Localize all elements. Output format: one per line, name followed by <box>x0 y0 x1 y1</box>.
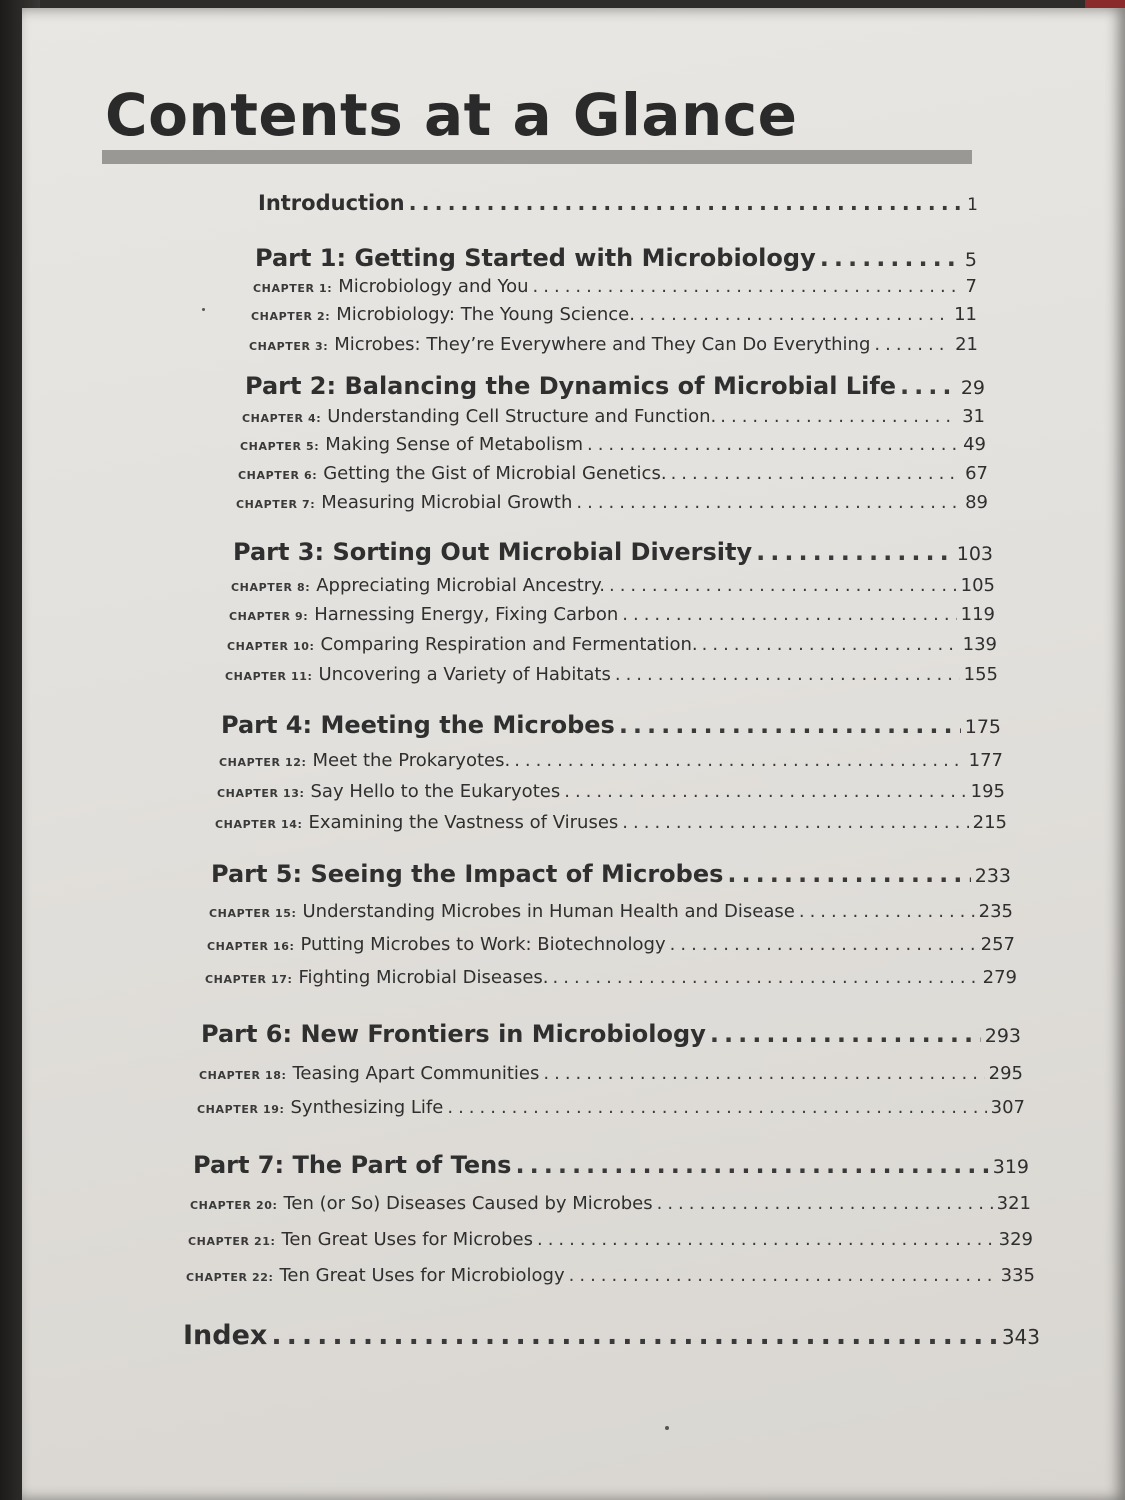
toc-chapter-16 <box>207 934 1015 955</box>
leader-dots <box>900 372 957 400</box>
toc-page-number: 1 <box>967 195 978 215</box>
leader-dots <box>657 1193 993 1214</box>
book-page <box>22 8 1125 1500</box>
toc-part-label: Part 1: Getting Started with Microbiology <box>255 244 816 272</box>
toc-chapter-label: Microbiology: The Young Science. <box>336 304 635 325</box>
toc-chapter-label: Ten (or So) Diseases Caused by Microbes <box>283 1193 653 1214</box>
leader-dots <box>609 575 957 596</box>
chapter-tag: CHAPTER 22: <box>186 1271 274 1284</box>
leader-dots <box>576 492 961 513</box>
leader-dots <box>615 664 960 685</box>
leader-dots <box>874 334 951 355</box>
toc-entry-label: Index <box>183 1320 268 1351</box>
chapter-tag: CHAPTER 12: <box>219 756 307 769</box>
toc-page-number: 67 <box>965 463 988 484</box>
toc-page-number: 7 <box>965 276 977 297</box>
toc-page-number: 177 <box>968 750 1003 771</box>
toc-page-number: 233 <box>974 865 1011 887</box>
leader-dots <box>799 901 975 922</box>
chapter-tag: CHAPTER 3: <box>249 340 329 353</box>
toc-chapter-label: Say Hello to the Eukaryotes <box>310 781 561 802</box>
toc-entry-introduction <box>258 191 978 215</box>
toc-page-number: 29 <box>960 377 985 399</box>
toc-chapter-label: Understanding Microbes in Human Health and Disease <box>302 901 795 922</box>
page-speck <box>202 308 205 311</box>
leader-dots <box>514 750 964 771</box>
toc-page-number: 139 <box>962 634 997 655</box>
toc-chapter-17 <box>205 967 1017 988</box>
toc-chapter-label: Fighting Microbial Diseases. <box>298 967 549 988</box>
leader-dots <box>727 860 970 888</box>
page-title: Contents at a Glance <box>105 81 798 149</box>
chapter-tag: CHAPTER 4: <box>242 412 322 425</box>
toc-chapter-label: Uncovering a Variety of Habitats <box>318 664 611 685</box>
leader-dots <box>553 967 979 988</box>
leader-dots <box>702 634 959 655</box>
toc-chapter-label: Comparing Respiration and Fermentation. <box>320 634 698 655</box>
toc-chapter-7 <box>236 492 988 513</box>
toc-chapter-21 <box>188 1229 1033 1250</box>
toc-page-number: 293 <box>984 1025 1021 1047</box>
leader-dots <box>710 1020 981 1048</box>
toc-chapter-14 <box>215 812 1007 833</box>
toc-entry-label: Introduction <box>258 191 405 215</box>
toc-chapter-label: Harnessing Energy, Fixing Carbon <box>314 604 619 625</box>
toc-chapter-label: Measuring Microbial Growth <box>321 492 573 513</box>
toc-chapter-label: Microbes: They’re Everywhere and They Can Do Everything <box>334 334 871 355</box>
toc-chapter-8 <box>231 575 995 596</box>
toc-chapter-2 <box>251 304 977 325</box>
leader-dots <box>447 1097 986 1118</box>
toc-part-6 <box>201 1020 1021 1048</box>
chapter-tag: CHAPTER 20: <box>190 1199 278 1212</box>
chapter-tag: CHAPTER 9: <box>229 610 309 623</box>
toc-part-label: Part 6: New Frontiers in Microbiology <box>201 1020 706 1048</box>
chapter-tag: CHAPTER 10: <box>227 640 315 653</box>
toc-chapter-22 <box>186 1265 1035 1286</box>
toc-chapter-19 <box>197 1097 1025 1118</box>
page-speck <box>665 1426 669 1430</box>
leader-dots <box>756 538 953 566</box>
toc-chapter-13 <box>217 781 1005 802</box>
chapter-tag: CHAPTER 5: <box>240 440 320 453</box>
toc-chapter-label: Appreciating Microbial Ancestry. <box>316 575 605 596</box>
chapter-tag: CHAPTER 21: <box>188 1235 276 1248</box>
toc-page-number: 175 <box>964 716 1001 738</box>
toc-chapter-12 <box>219 750 1003 771</box>
toc-page-number: 329 <box>998 1229 1033 1250</box>
toc-part-label: Part 7: The Part of Tens <box>193 1151 512 1179</box>
toc-part-label: Part 4: Meeting the Microbes <box>221 711 615 739</box>
leader-dots <box>720 406 958 427</box>
toc-page-number: 335 <box>1000 1265 1035 1286</box>
chapter-tag: CHAPTER 13: <box>217 787 305 800</box>
toc-page-number: 195 <box>970 781 1005 802</box>
toc-chapter-18 <box>199 1063 1023 1084</box>
toc-chapter-label: Getting the Gist of Microbial Genetics. <box>323 463 667 484</box>
leader-dots <box>587 434 959 455</box>
chapter-tag: CHAPTER 7: <box>236 498 316 511</box>
leader-dots <box>619 711 961 739</box>
toc-part-label: Part 2: Balancing the Dynamics of Microbial Life <box>245 372 897 400</box>
leader-dots <box>671 463 962 484</box>
leader-dots <box>670 934 977 955</box>
toc-chapter-label: Putting Microbes to Work: Biotechnology <box>300 934 666 955</box>
leader-dots <box>622 604 956 625</box>
toc-page-number: 49 <box>963 434 986 455</box>
chapter-tag: CHAPTER 1: <box>253 282 333 295</box>
toc-page-number: 295 <box>988 1063 1023 1084</box>
toc-chapter-15 <box>209 901 1013 922</box>
table-of-contents <box>22 8 1125 1500</box>
toc-chapter-label: Examining the Vastness of Viruses <box>308 812 619 833</box>
toc-page-number: 5 <box>964 249 977 271</box>
leader-dots <box>533 276 962 297</box>
toc-chapter-label: Synthesizing Life <box>290 1097 444 1118</box>
leader-dots <box>271 1320 997 1351</box>
toc-page-number: 119 <box>960 604 995 625</box>
toc-chapter-label: Making Sense of Metabolism <box>325 434 583 455</box>
toc-chapter-11 <box>225 664 998 685</box>
toc-page-number: 343 <box>1001 1325 1040 1349</box>
toc-part-label: Part 5: Seeing the Impact of Microbes <box>211 860 724 888</box>
toc-chapter-3 <box>249 334 978 355</box>
chapter-tag: CHAPTER 14: <box>215 818 303 831</box>
chapter-tag: CHAPTER 2: <box>251 310 331 323</box>
chapter-tag: CHAPTER 6: <box>238 469 318 482</box>
chapter-tag: CHAPTER 18: <box>199 1069 287 1082</box>
toc-chapter-4 <box>242 406 985 427</box>
leader-dots <box>569 1265 997 1286</box>
toc-part-2 <box>245 372 985 400</box>
leader-dots <box>543 1063 984 1084</box>
toc-chapter-6 <box>238 463 988 484</box>
toc-chapter-10 <box>227 634 997 655</box>
toc-page-number: 215 <box>972 812 1007 833</box>
toc-part-7 <box>193 1151 1029 1179</box>
toc-part-4 <box>221 711 1001 739</box>
leader-dots <box>622 812 968 833</box>
toc-page-number: 307 <box>990 1097 1025 1118</box>
toc-page-number: 11 <box>954 304 977 325</box>
chapter-tag: CHAPTER 8: <box>231 581 311 594</box>
toc-page-number: 257 <box>980 934 1015 955</box>
toc-page-number: 89 <box>965 492 988 513</box>
chapter-tag: CHAPTER 15: <box>209 907 297 920</box>
toc-page-number: 31 <box>962 406 985 427</box>
toc-chapter-label: Microbiology and You <box>338 276 529 297</box>
leader-dots <box>515 1151 988 1179</box>
leader-dots <box>537 1229 995 1250</box>
toc-part-label: Part 3: Sorting Out Microbial Diversity <box>233 538 753 566</box>
toc-chapter-label: Ten Great Uses for Microbiology <box>279 1265 565 1286</box>
chapter-tag: CHAPTER 19: <box>197 1103 285 1116</box>
toc-page-number: 319 <box>992 1156 1029 1178</box>
toc-page-number: 155 <box>963 664 998 685</box>
toc-part-5 <box>211 860 1011 888</box>
chapter-tag: CHAPTER 17: <box>205 973 293 986</box>
leader-dots <box>409 191 964 215</box>
toc-chapter-1 <box>253 276 977 297</box>
toc-entry-index <box>183 1320 1040 1351</box>
toc-page-number: 105 <box>960 575 995 596</box>
leader-dots <box>820 244 961 272</box>
toc-chapter-label: Meet the Prokaryotes. <box>312 750 511 771</box>
toc-page-number: 103 <box>956 543 993 565</box>
toc-chapter-label: Teasing Apart Communities <box>292 1063 540 1084</box>
toc-part-3 <box>233 538 993 566</box>
toc-part-1 <box>255 244 977 272</box>
leader-dots <box>639 304 950 325</box>
leader-dots <box>564 781 966 802</box>
toc-chapter-9 <box>229 604 995 625</box>
toc-chapter-5 <box>240 434 986 455</box>
toc-chapter-20 <box>190 1193 1031 1214</box>
toc-page-number: 321 <box>996 1193 1031 1214</box>
toc-page-number: 279 <box>982 967 1017 988</box>
chapter-tag: CHAPTER 16: <box>207 940 295 953</box>
toc-page-number: 235 <box>978 901 1013 922</box>
toc-chapter-label: Understanding Cell Structure and Function. <box>327 406 717 427</box>
chapter-tag: CHAPTER 11: <box>225 670 313 683</box>
toc-chapter-label: Ten Great Uses for Microbes <box>281 1229 533 1250</box>
toc-page-number: 21 <box>955 334 978 355</box>
